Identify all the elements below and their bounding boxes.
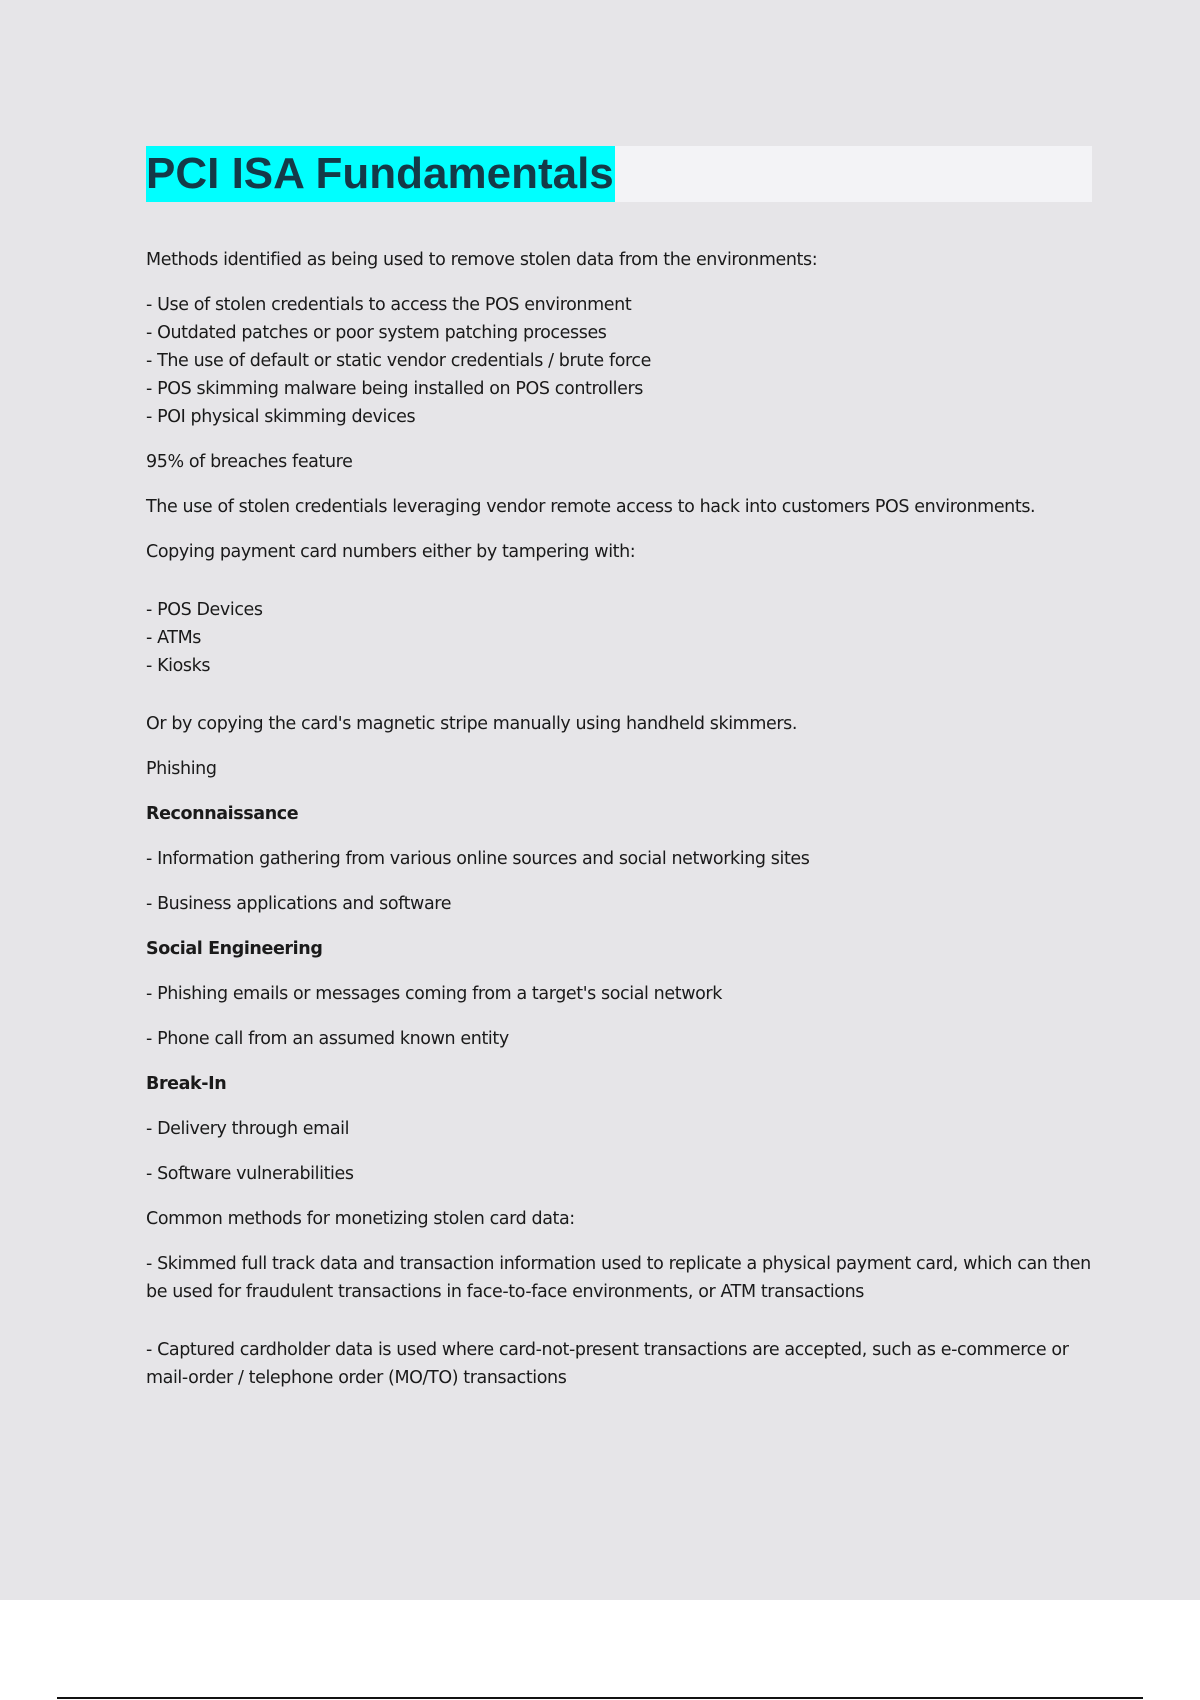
list-item: - POS Devices	[146, 600, 263, 620]
methods-list	[146, 291, 1106, 431]
list-item: - Phishing emails or messages coming from a target's social network	[146, 984, 722, 1004]
list-item: - Software vulnerabilities	[146, 1164, 354, 1184]
break-in-heading: Break-In	[146, 1074, 227, 1094]
list-item: - Captured cardholder data is used where card-not-present transactions are accepted, such as e-commerce or mail-order / telephone order (MO/TO) transactions	[146, 1340, 1069, 1388]
social-engineering-heading: Social Engineering	[146, 939, 323, 959]
list-item: - ATMs	[146, 628, 201, 648]
list-item: - Information gathering from various online sources and social networking sites	[146, 849, 810, 869]
list-item: - Outdated patches or poor system patching processes	[146, 323, 607, 343]
footer-rule	[57, 1697, 1143, 1699]
breaches-prompt: 95% of breaches feature	[146, 452, 353, 472]
list-item: - POI physical skimming devices	[146, 407, 416, 427]
phishing-label: Phishing	[146, 759, 217, 779]
monetizing-prompt: Common methods for monetizing stolen card data:	[146, 1209, 575, 1229]
copying-manual-text: Or by copying the card's magnetic stripe manually using handheld skimmers.	[146, 714, 798, 734]
list-item: - The use of default or static vendor credentials / brute force	[146, 351, 652, 371]
copying-prompt: Copying payment card numbers either by tampering with:	[146, 542, 636, 562]
list-item: - Skimmed full track data and transaction information used to replicate a physical payment card, which can then be used for fraudulent transactions in face-to-face environments, or ATM transactions	[146, 1254, 1091, 1302]
list-item: - POS skimming malware being installed on POS controllers	[146, 379, 643, 399]
list-item: - Business applications and software	[146, 894, 452, 914]
copying-devices-list	[146, 596, 1106, 680]
document-body	[146, 246, 1106, 1392]
breaches-answer: The use of stolen credentials leveraging vendor remote access to hack into customers POS environments.	[146, 497, 1036, 517]
list-item: - Phone call from an assumed known entity	[146, 1029, 509, 1049]
document-title: PCI ISA Fundamentals	[146, 146, 615, 202]
list-item: - Delivery through email	[146, 1119, 350, 1139]
reconnaissance-heading: Reconnaissance	[146, 804, 299, 824]
list-item: - Use of stolen credentials to access the POS environment	[146, 295, 632, 315]
intro-text: Methods identified as being used to remove stolen data from the environments:	[146, 250, 818, 270]
list-item: - Kiosks	[146, 656, 211, 676]
